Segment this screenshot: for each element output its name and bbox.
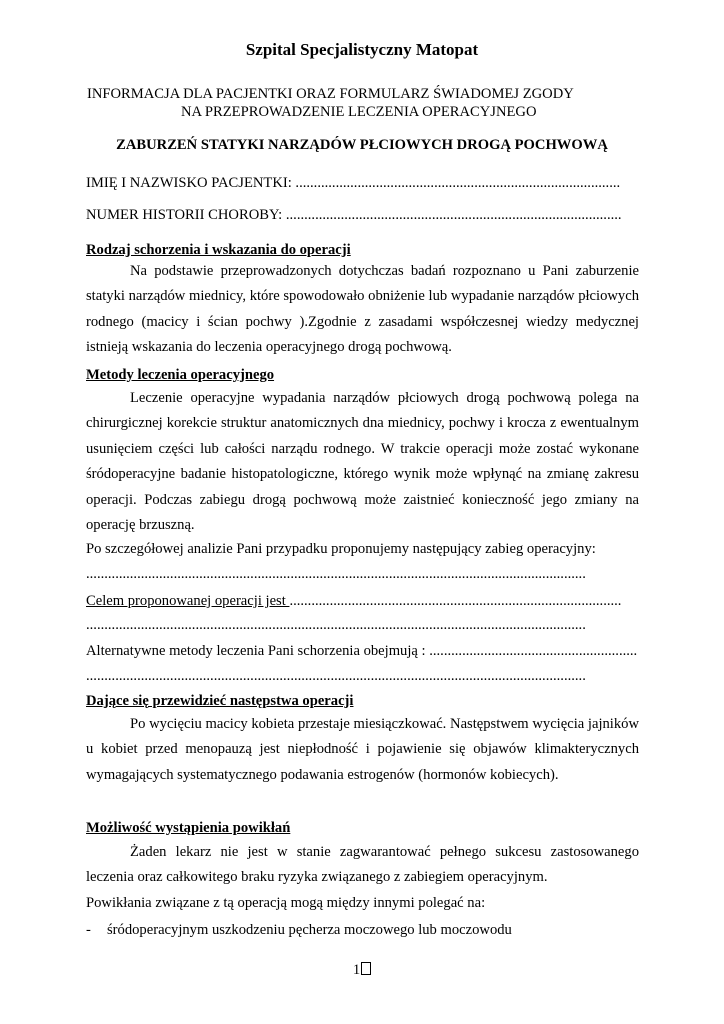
section-heading-indications: Rodzaj schorzenia i wskazania do operacji <box>86 242 351 258</box>
alternative-line: Alternatywne metody leczenia Pani schorzenia obejmują : ......................................................... <box>86 643 638 659</box>
proposal-dots: ......................................................................................................................................... <box>86 566 586 582</box>
section-heading-methods: Metody leczenia operacyjnego <box>86 367 275 383</box>
bullet-dash: - <box>86 922 91 938</box>
form-title-line1: INFORMACJA DLA PACJENTKI ORAZ FORMULARZ ŚWIADOMEJ ZGODY <box>87 86 574 102</box>
section-heading-complications: Możliwość wystąpienia powikłań <box>86 820 291 836</box>
placeholder-box-icon <box>361 962 371 975</box>
goal-dots: ........................................................................................... <box>289 593 622 609</box>
page-number <box>0 962 724 979</box>
procedure-subtitle: ZABURZEŃ STATYKI NARZĄDÓW PŁCIOWYCH DROGĄ POCHWOWĄ <box>116 137 608 153</box>
list-item: śródoperacyjnym uszkodzeniu pęcherza moczowego lub moczowodu <box>107 922 512 938</box>
section-text-consequences: Po wycięciu macicy kobieta przestaje miesiączkować. Następstwem wycięcia jajników u kobiet przed menopauzą jest niepłodność i pojawienie się objawów klimakterycznych wymagających systematycznego podawania estrogenów (hormonów kobiecych). <box>86 716 639 783</box>
section-text-indications: Na podstawie przeprowadzonych dotychczas badań rozpoznano u Pani zaburzenie statyki narządów miednicy, które spowodowało obniżenie lub wypadanie narządów płciowych rodnego (macicy i ścian pochwy ).Zgodnie z zasadami współczesnej wiedzy medycznej istnieją wskazania do leczenia operacyjnego drogą pochwową. <box>86 263 639 356</box>
patient-name-field: IMIĘ I NAZWISKO PACJENTKI: ......................................................................................... <box>86 175 621 191</box>
page-number-value: 1 <box>352 962 361 978</box>
goal-line <box>86 593 621 610</box>
section-text-complications: Żaden lekarz nie jest w stanie zagwarantować pełnego sukcesu zastosowanego leczenia oraz całkowitego braku ryzyka związanego z zabiegiem operacyjnym. <box>86 844 639 886</box>
alternative-dots-line: ......................................................................................................................................... <box>86 668 586 684</box>
complications-intro: Powikłania związane z tą operacją mogą między innymi polegać na: <box>86 895 486 911</box>
goal-dots-line: ......................................................................................................................................... <box>86 617 586 633</box>
history-number-field: NUMER HISTORII CHOROBY: ............................................................................................ <box>86 207 622 223</box>
form-title-line2: NA PRZEPROWADZENIE LECZENIA OPERACYJNEGO <box>181 104 537 120</box>
hospital-name: Szpital Specjalistyczny Matopat <box>245 40 479 59</box>
proposal-line: Po szczegółowej analizie Pani przypadku proponujemy następujący zabieg operacyjny: <box>86 541 596 557</box>
section-heading-consequences: Dające się przewidzieć następstwa operacji <box>86 693 354 709</box>
section-text-methods: Leczenie operacyjne wypadania narządów płciowych drogą pochwową polega na chirurgicznej korekcie struktur anatomicznych dna miednicy, pochwy i krocza z ewentualnym usunięciem części lub całości narządu rodnego. W trakcie operacji może zostać wykonane śródoperacyjne badanie histopatologiczne, którego wynik może wpłynąć na zmianę zakresu operacji. Podczas zabiegu drogą pochwową może zaistnieć konieczność jego zmiany na operację brzuszną. <box>86 390 639 534</box>
goal-label: Celem proponowanej operacji jest <box>86 593 290 609</box>
